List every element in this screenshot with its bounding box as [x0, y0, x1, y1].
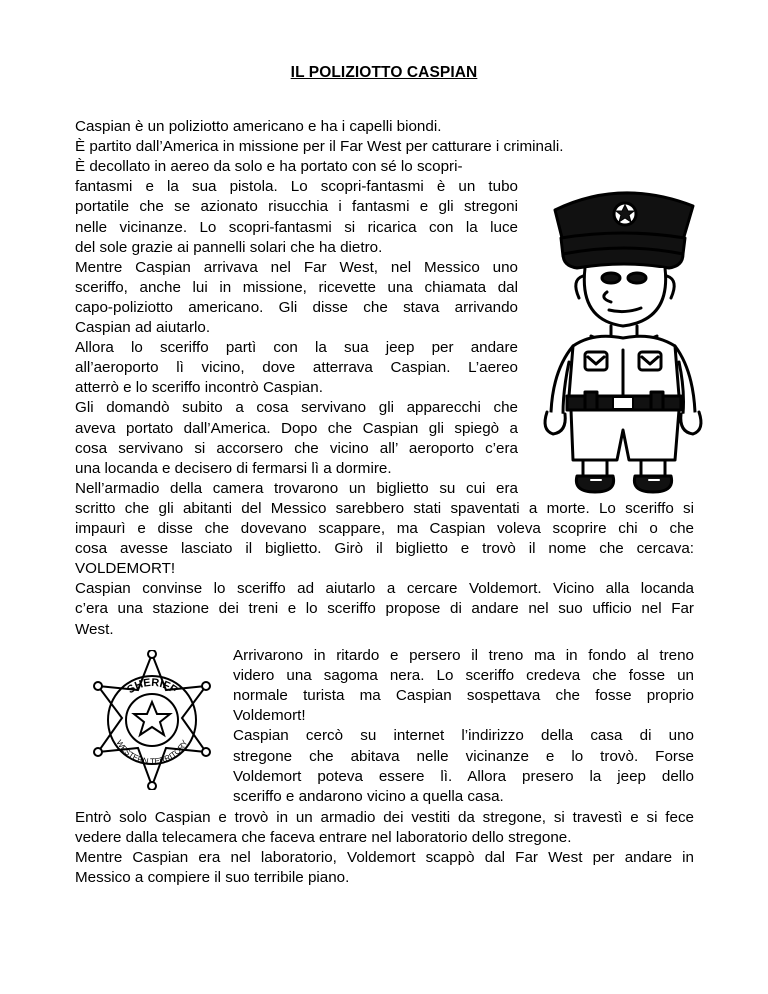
sheriff-star-badge [82, 650, 222, 790]
text-line: Messico a compiere il suo terribile piano. [75, 869, 350, 887]
text-line: scritto che gli abitanti del Messico sarebbero stati spaventati a morte. Lo sceriffo si [75, 499, 694, 517]
text-line: impaurì e disse che dovevano scappare, ma Caspian voleva scoprire chi o che [75, 520, 694, 537]
text-line: È partito dall’America in missione per il Far West per catturare i criminali. [75, 138, 564, 156]
text-line: cosa avesse lasciato il biglietto. Girò il biglietto e trovò il nome che cercava: [75, 540, 694, 558]
policeman-illustration [533, 180, 713, 500]
text-line: Voldemort poteva essere lì. Allora presero la jeep dello [233, 767, 694, 785]
text-line: videro una sagoma nera. Lo sceriffo credeva che fosse un [233, 667, 694, 685]
text-line: Mentre Caspian era nel laboratorio, Voldemort scappò dal Far West per andare in [75, 849, 694, 867]
text-line: portatile che se azionato risucchia i fantasmi e gli stregoni [75, 198, 518, 216]
text-line: c’era una stazione dei treni e lo sceriffo propose di andare nel suo ufficio nel Far [75, 600, 694, 618]
text-line: del sole grazie ai pannelli solari che ha dietro. [75, 238, 383, 256]
text-line: Entrò solo Caspian e trovò in un armadio dei vestiti da stregone, si travestì e si fece [75, 809, 694, 826]
text-line: stregone che abitava nelle vicinanze e lo trovò. Forse [233, 747, 694, 765]
text-line: Caspian ad aiutarlo. [75, 319, 211, 336]
text-line: aveva portato dall’America. Dopo che Caspian gli spiegò a [75, 419, 518, 437]
text-line: Caspian cercò su internet l’indirizzo della casa di uno [233, 727, 694, 745]
text-line: Caspian è un poliziotto americano e ha i capelli biondi. [75, 118, 442, 135]
text-line: una locanda e decisero di fermarsi lì a dormire. [75, 459, 392, 477]
text-line: nelle vicinanze. Lo scopri-fantasmi si ricarica con la luce [75, 218, 518, 236]
text-line: Voldemort! [233, 707, 306, 725]
text-line: Gli domandò subito a cosa servivano gli apparecchi che [75, 399, 518, 417]
badge-bottom-text: WESTERN TERRITORY [114, 738, 190, 767]
text-line: fantasmi e la sua pistola. Lo scopri-fantasmi è un tubo [75, 178, 518, 196]
text-line: VOLDEMORT! [75, 560, 176, 578]
text-line: Allora lo sceriffo partì con la sua jeep per andare [75, 339, 518, 357]
text-line: Caspian convinse lo sceriffo ad aiutarlo a cercare Voldemort. Vicino alla locanda [75, 580, 694, 598]
text-line: cosa servivano si accorsero che vicino all’ aeroporto c’era [75, 439, 518, 457]
text-line: normale turista ma Caspian sospettava che fosse proprio [233, 687, 694, 705]
text-line: Mentre Caspian arrivava nel Far West, nel Messico uno [75, 258, 518, 276]
text-line: sceriffo, anche lui in missione, ricevette una chiamata dal [75, 278, 518, 296]
badge-top-text: SHERIFF [125, 676, 179, 697]
text-line: all’aeroporto lì vicino, dove atterrava Caspian. L’aereo [75, 359, 518, 377]
text-line: vedere dalla telecamera che faceva entrare nel laboratorio dello stregone. [75, 829, 572, 847]
text-line: Arrivarono in ritardo e persero il treno ma in fondo al treno [233, 647, 694, 664]
text-line: atterrò e lo sceriffo incontrò Caspian. [75, 379, 323, 397]
text-line: capo-poliziotto americano. Gli disse che stava arrivando [75, 298, 518, 316]
page-title: IL POLIZIOTTO CASPIAN [290, 64, 478, 81]
text-line: West. [75, 620, 114, 638]
text-line: Nell’armadio della camera trovarono un biglietto su cui era [75, 479, 518, 497]
text-line: È decollato in aereo da solo e ha portato con sé lo scopri- [75, 158, 463, 176]
text-line: sceriffo e andarono vicino a quella casa. [233, 787, 504, 805]
